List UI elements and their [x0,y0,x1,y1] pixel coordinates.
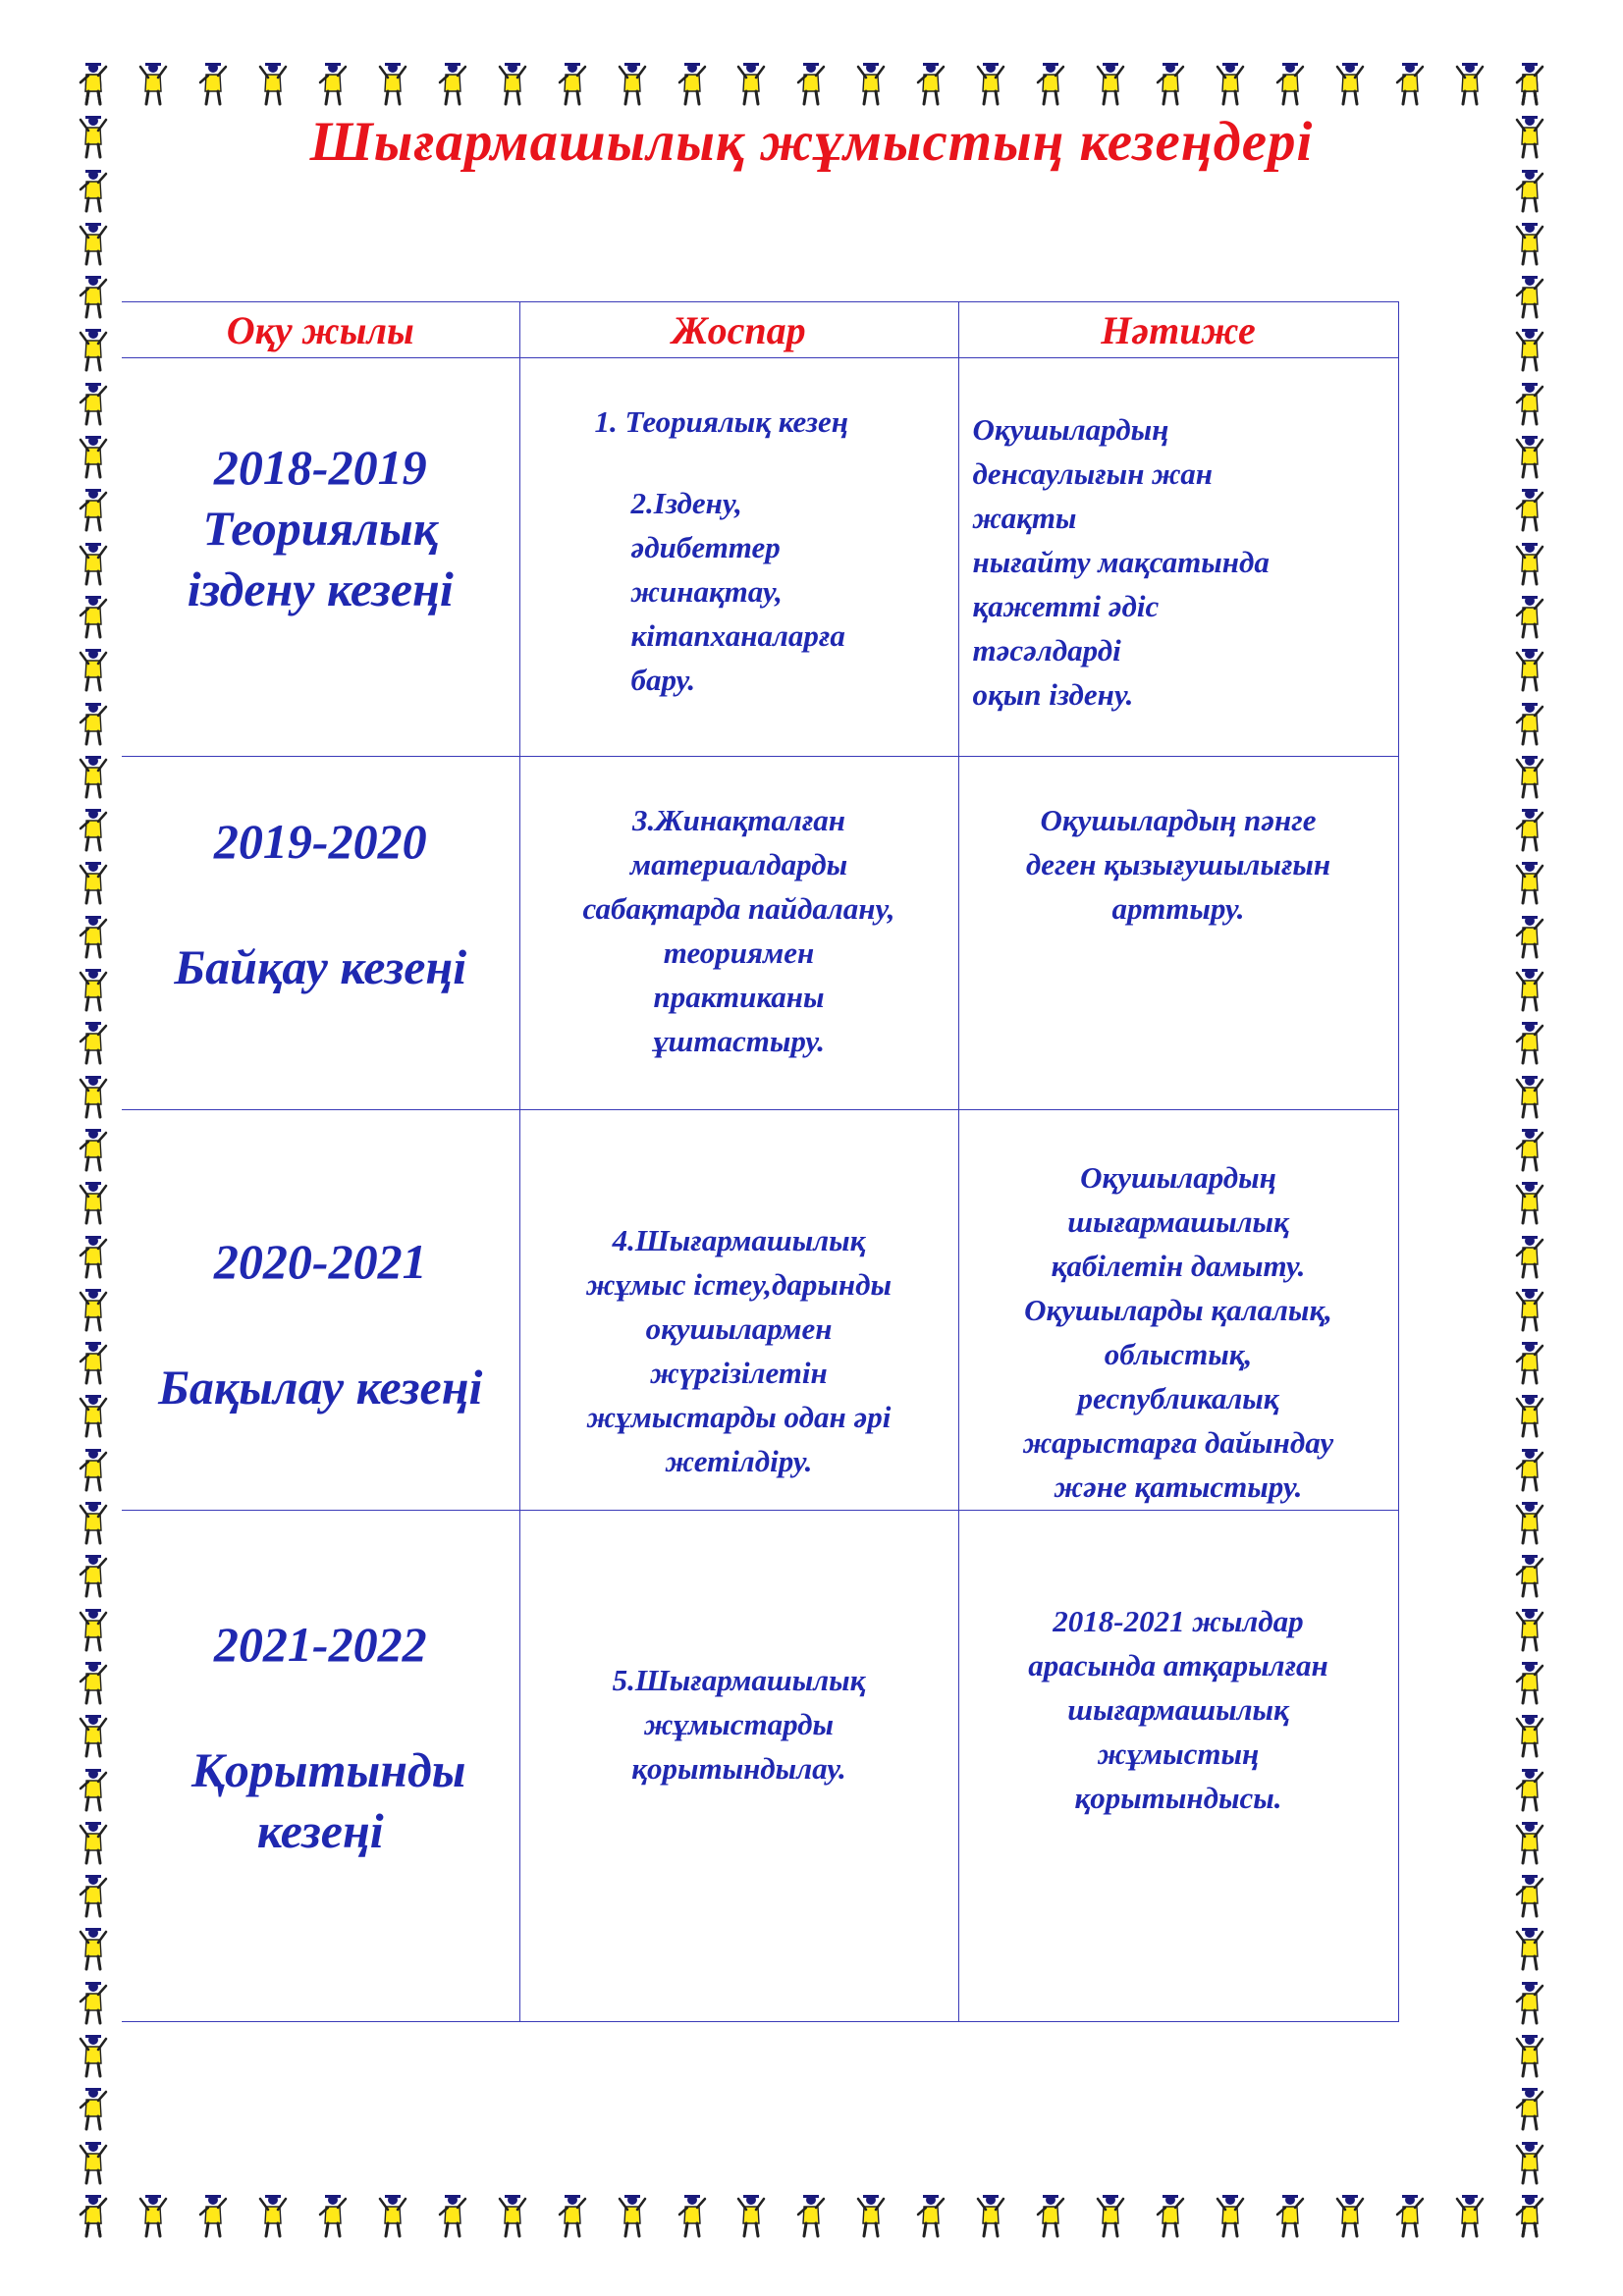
person-figure-icon [77,1660,110,1705]
person-figure-icon [77,1180,110,1225]
person-figure-icon [77,327,110,372]
person-figure-icon [1513,487,1546,532]
person-figure-icon [77,1926,110,1971]
person-figure-icon [77,914,110,959]
result-line: оқып іздену. [972,677,1134,712]
plan-line: жұмыстарды [643,1707,835,1741]
plan-line: әдибеттер [630,530,781,564]
person-figure-icon [77,1447,110,1492]
result-line: жақты [972,501,1077,535]
person-figure-icon [1214,61,1247,106]
result-cell [958,1511,1398,2022]
person-figure-icon [556,61,589,106]
result-cell [958,1110,1398,1511]
plan-line: жүргізілетін [650,1356,828,1390]
person-figure-icon [77,381,110,426]
result-line: арасында атқарылған [1028,1648,1328,1682]
person-figure-icon [1034,61,1067,106]
year-cell [122,1110,519,1511]
person-figure-icon [77,61,110,106]
person-figure-icon [376,2193,409,2238]
person-figure-icon [1513,221,1546,266]
result-line: жарыстарға дайындау [1022,1425,1334,1460]
person-figure-icon [974,2193,1007,2238]
person-figure-icon [1513,1234,1546,1279]
person-figure-icon [1513,594,1546,639]
table-row [122,757,1398,1110]
plan-line: сабақтарда пайдалану, [582,891,895,926]
person-figure-icon [1513,1926,1546,1971]
person-figure-icon [1513,1020,1546,1065]
year-label: 2018-2019 [213,440,427,495]
result-line: деген қызығушылығын [1025,847,1331,881]
person-figure-icon [1513,2193,1546,2238]
person-figure-icon [974,61,1007,106]
person-figure-icon [77,754,110,799]
person-figure-icon [1513,1767,1546,1812]
person-figure-icon [77,1074,110,1119]
result-line: Оқушылардың пәнге [1040,803,1317,837]
result-line: Оқушыларды қалалық, [1024,1293,1332,1327]
plan-line: ұштастыру. [653,1024,825,1058]
person-figure-icon [1273,61,1307,106]
person-figure-icon [1094,2193,1127,2238]
person-figure-icon [914,61,947,106]
person-figure-icon [556,2193,589,2238]
person-figure-icon [77,2086,110,2131]
person-figure-icon [77,1127,110,1172]
person-figure-icon [1513,1873,1546,1918]
person-figure-icon [196,61,230,106]
border-right [1513,61,1546,2238]
person-figure-icon [77,487,110,532]
person-figure-icon [1513,754,1546,799]
person-figure-icon [1513,541,1546,586]
person-figure-icon [77,1234,110,1279]
result-cell [958,358,1398,757]
person-figure-icon [77,1553,110,1598]
person-figure-icon [616,2193,649,2238]
person-figure-icon [1513,1980,1546,2025]
plan-cell [519,358,958,757]
person-figure-icon [1513,1660,1546,1705]
person-figure-icon [77,1980,110,2025]
result-line: шығармашылық [1067,1204,1289,1239]
page-title: Шығармашылық жұмыстың кезеңдері [309,111,1314,173]
table-row [122,1511,1398,2022]
person-figure-icon [1513,1500,1546,1545]
person-figure-icon [1513,860,1546,905]
person-figure-icon [1513,1713,1546,1758]
table-header-row [122,302,1398,358]
plan-line: 4.Шығармашылық [612,1223,866,1257]
person-figure-icon [1094,61,1127,106]
result-line: Оқушылардың [1080,1160,1276,1195]
year-label: 2021-2022 [213,1616,427,1672]
person-figure-icon [616,61,649,106]
person-figure-icon [1513,2086,1546,2131]
person-figure-icon [496,2193,529,2238]
person-figure-icon [77,1393,110,1438]
person-figure-icon [1513,701,1546,746]
year-label: 2020-2021 [213,1234,427,1289]
person-figure-icon [1513,1820,1546,1865]
person-figure-icon [1513,1340,1546,1385]
person-figure-icon [256,61,290,106]
person-figure-icon [1513,647,1546,692]
plan-cell [519,1110,958,1511]
person-figure-icon [1513,1127,1546,1172]
person-figure-icon [1513,1287,1546,1332]
result-line: облыстық, [1104,1337,1253,1371]
person-figure-icon [316,2193,350,2238]
person-figure-icon [1513,434,1546,479]
person-figure-icon [914,2193,947,2238]
border-bottom [77,2193,1546,2238]
person-figure-icon [496,61,529,106]
plan-line: 2.Іздену, [630,486,742,520]
person-figure-icon [77,168,110,213]
plan-cell [519,1511,958,2022]
person-figure-icon [136,2193,170,2238]
person-figure-icon [77,1287,110,1332]
person-figure-icon [77,221,110,266]
person-figure-icon [794,61,828,106]
result-line: нығайту мақсатында [972,545,1270,579]
plan-line: бару. [630,663,696,697]
person-figure-icon [1513,168,1546,213]
person-figure-icon [1333,61,1367,106]
person-figure-icon [77,2033,110,2078]
person-figure-icon [136,61,170,106]
person-figure-icon [1513,1180,1546,1225]
result-line: тәсәлдарді [972,633,1121,667]
plan-line: кітапханаларға [630,618,845,653]
plan-line: теориямен [663,935,815,970]
result-line: шығармашылық [1067,1692,1289,1727]
result-line: қабілетін дамыту. [1051,1249,1306,1283]
person-figure-icon [77,434,110,479]
person-figure-icon [77,274,110,319]
person-figure-icon [794,2193,828,2238]
plan-line: жинақтау, [630,574,783,609]
person-figure-icon [77,647,110,692]
person-figure-icon [77,807,110,852]
plan-line: 5.Шығармашылық [612,1663,866,1697]
result-line: және қатыстыру. [1054,1469,1303,1504]
result-line: арттыру. [1111,891,1245,926]
person-figure-icon [1513,274,1546,319]
person-figure-icon [1513,1074,1546,1119]
plan-line: жетілдіру. [665,1444,813,1478]
person-figure-icon [1393,61,1427,106]
plan-line: 1. Теориялық кезең [594,404,848,439]
person-figure-icon [77,1873,110,1918]
person-figure-icon [854,61,888,106]
result-line: 2018-2021 жылдар [1053,1604,1304,1638]
person-figure-icon [376,61,409,106]
stage-label: Қорытынды кезеңі [191,1741,466,1858]
person-figure-icon [436,2193,469,2238]
person-figure-icon [1034,2193,1067,2238]
plan-cell [519,757,958,1110]
person-figure-icon [854,2193,888,2238]
person-figure-icon [77,1500,110,1545]
person-figure-icon [77,2193,110,2238]
result-line: Оқушылардың [972,412,1169,447]
person-figure-icon [1513,2140,1546,2185]
plan-line: 3.Жинақталған [631,803,846,837]
person-figure-icon [676,2193,709,2238]
person-figure-icon [77,1020,110,1065]
result-line: жұмыстың [1097,1736,1260,1771]
person-figure-icon [676,61,709,106]
person-figure-icon [77,1340,110,1385]
header-plan: Жоспар [519,302,958,358]
person-figure-icon [1154,61,1187,106]
result-cell [958,757,1398,1110]
person-figure-icon [436,61,469,106]
result-line: қорытындысы. [1074,1781,1282,1815]
person-figure-icon [1333,2193,1367,2238]
person-figure-icon [1513,2033,1546,2078]
person-figure-icon [196,2193,230,2238]
person-figure-icon [1453,61,1487,106]
person-figure-icon [1453,2193,1487,2238]
plan-line: жұмыс істеу,дарынды [585,1267,893,1302]
plan-line: оқушылармен [645,1311,833,1346]
person-figure-icon [1393,2193,1427,2238]
stage-label: Бақылау кезеңі [158,1360,483,1415]
person-figure-icon [1513,61,1546,106]
person-figure-icon [77,594,110,639]
person-figure-icon [1513,1393,1546,1438]
header-result: Нәтиже [958,302,1398,358]
header-year: Оқу жылы [122,302,519,358]
person-figure-icon [1273,2193,1307,2238]
person-figure-icon [77,1767,110,1812]
person-figure-icon [77,541,110,586]
stage-label: Теориялық іздену кезеңі [187,501,454,616]
person-figure-icon [77,701,110,746]
stage-label: Байқау кезеңі [174,939,467,994]
person-figure-icon [1513,327,1546,372]
plan-line: материалдарды [629,847,848,881]
person-figure-icon [1513,1607,1546,1652]
year-cell [122,1511,519,2022]
person-figure-icon [734,61,768,106]
stages-table [122,301,1399,2022]
person-figure-icon [77,967,110,1012]
result-line: қажетті әдіс [972,589,1160,623]
person-figure-icon [1154,2193,1187,2238]
border-left [77,61,110,2238]
person-figure-icon [77,2140,110,2185]
year-cell [122,757,519,1110]
person-figure-icon [734,2193,768,2238]
person-figure-icon [1513,1553,1546,1598]
person-figure-icon [1513,967,1546,1012]
year-label: 2019-2020 [213,814,427,869]
year-cell [122,358,519,757]
person-figure-icon [1513,1447,1546,1492]
person-figure-icon [1513,807,1546,852]
border-top [77,61,1546,106]
plan-line: практиканы [653,980,825,1014]
person-figure-icon [1513,914,1546,959]
table-row [122,358,1398,757]
person-figure-icon [316,61,350,106]
person-figure-icon [256,2193,290,2238]
person-figure-icon [77,1607,110,1652]
person-figure-icon [77,1713,110,1758]
plan-line: қорытындылау. [631,1751,846,1786]
person-figure-icon [1513,381,1546,426]
person-figure-icon [1214,2193,1247,2238]
result-line: республикалық [1077,1381,1279,1415]
table-row [122,1110,1398,1511]
person-figure-icon [77,1820,110,1865]
result-line: денсаулығын жан [972,456,1213,491]
person-figure-icon [77,860,110,905]
plan-line: жұмыстарды одан әрі [586,1400,892,1434]
